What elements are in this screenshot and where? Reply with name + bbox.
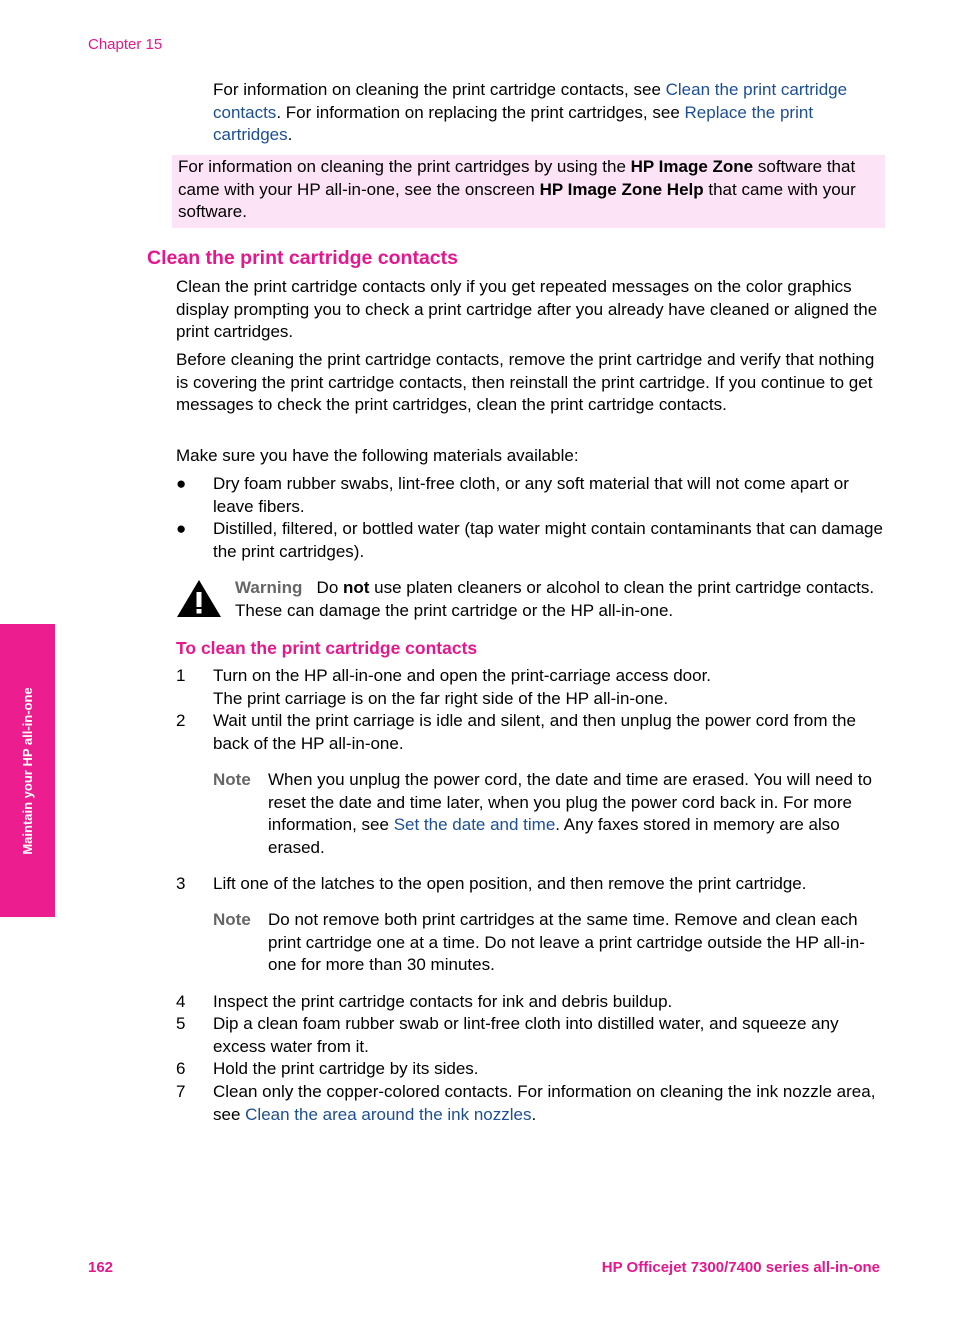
note-label: Note <box>213 910 251 929</box>
step-number: 1 <box>176 666 186 685</box>
warning-text-2: use platen cleaners or alcohol to clean the print cartridge contacts. These can damage the print cartridge or the HP all-in-one. <box>235 578 875 620</box>
paragraph: Make sure you have the following materials available: <box>176 446 579 465</box>
warning-text <box>235 577 885 622</box>
note-text-1: When you unplug the power cord, the date and time are erased. You will need to reset the date and time later, when you plug the power cord back in. For more information, see <box>268 770 872 834</box>
info-text-1: For information on cleaning the print cartridges by using the <box>178 157 631 176</box>
step-text <box>213 1081 885 1126</box>
note-text-2: . Any faxes stored in memory are also erased. <box>268 815 840 857</box>
note-text <box>268 769 883 859</box>
step-line-1: Turn on the HP all-in-one and open the print-carriage access door. <box>213 666 712 685</box>
paragraph: Before cleaning the print cartridge contacts, remove the print cartridge and verify that nothing is covering the print cartridge contacts, then reinstall the print cartridge. If you continue to get messages to check the print cartridges, clean the print cartridge contacts. <box>176 350 875 414</box>
bullet-dot: ● <box>176 474 187 493</box>
link-clean-ink-nozzles[interactable]: Clean the area around the ink nozzles <box>245 1104 532 1124</box>
step-text: Wait until the print carriage is idle and silent, and then unplug the power cord from the back of the HP all-in-one. <box>213 711 856 753</box>
link-set-date-time[interactable]: Set the date and time <box>393 815 556 834</box>
info-box <box>172 155 885 228</box>
step-number: 2 <box>176 711 186 730</box>
side-tab <box>0 624 55 917</box>
warning-triangle-icon <box>176 578 222 618</box>
info-text-2: software that came with your HP all-in-one, see the onscreen <box>178 157 856 199</box>
info-text-3: that came with your software. <box>178 179 856 221</box>
step-text <box>213 665 885 710</box>
info-bold-1: HP Image Zone <box>630 157 754 176</box>
step-number: 6 <box>176 1059 186 1078</box>
page-number: 162 <box>88 1259 114 1276</box>
warning-bold: not <box>343 578 370 597</box>
bullet-dot: ● <box>176 519 187 538</box>
step-text: Inspect the print cartridge contacts for ink and debris buildup. <box>213 992 673 1011</box>
step-number: 3 <box>176 874 186 893</box>
intro-text-1: For information on cleaning the print cartridge contacts, see <box>213 80 666 99</box>
step-text: Lift one of the latches to the open position, and then remove the print cartridge. <box>213 874 807 893</box>
link-replace-cartridges[interactable]: Replace the print cartridges <box>213 102 814 144</box>
note-text: Do not remove both print cartridges at the same time. Remove and clean each print cartridge one at a time. Do not leave a print cartridge outside the HP all-in-one for more than 30 minutes. <box>268 910 865 974</box>
note-label: Note <box>213 770 251 789</box>
procedure-title: To clean the print cartridge contacts <box>176 638 478 658</box>
step-text: Hold the print cartridge by its sides. <box>213 1059 479 1078</box>
step-number: 4 <box>176 992 186 1011</box>
step-text-1: Clean only the copper-colored contacts. For information on cleaning the ink nozzle area, see <box>213 1082 876 1124</box>
bullet-text: Dry foam rubber swabs, lint-free cloth, or any soft material that will not come apart or leave fibers. <box>213 474 849 516</box>
info-bold-2: HP Image Zone Help <box>539 179 704 199</box>
paragraph: Clean the print cartridge contacts only if you get repeated messages on the color graphics display prompting you to check a print cartridge after you already have cleaned or aligned the print cartridges. <box>176 277 878 341</box>
side-tab-label: Maintain your HP all-in-one <box>19 686 35 855</box>
footer-title: HP Officejet 7300/7400 series all-in-one <box>601 1259 880 1276</box>
bullet-text: Distilled, filtered, or bottled water (tap water might contain contaminants that can damage the print cartridges). <box>213 519 883 561</box>
step-text-2: . <box>531 1104 537 1124</box>
step-number: 5 <box>176 1014 186 1033</box>
section-title: Clean the print cartridge contacts <box>147 247 458 269</box>
intro-text-2: . For information on replacing the print cartridges, see <box>276 102 685 122</box>
step-line-2: The print carriage is on the far right side of the HP all-in-one. <box>213 688 669 708</box>
step-text: Dip a clean foam rubber swab or lint-free cloth into distilled water, and squeeze any excess water from it. <box>213 1014 839 1056</box>
step-number: 7 <box>176 1082 186 1101</box>
intro-text-3: . <box>287 125 293 144</box>
chapter-label: Chapter 15 <box>88 36 163 53</box>
link-clean-contacts[interactable]: Clean the print cartridge contacts <box>213 80 848 122</box>
intro-paragraph <box>213 79 878 147</box>
warning-text-1: Do <box>316 578 344 597</box>
warning-label: Warning <box>235 578 303 597</box>
